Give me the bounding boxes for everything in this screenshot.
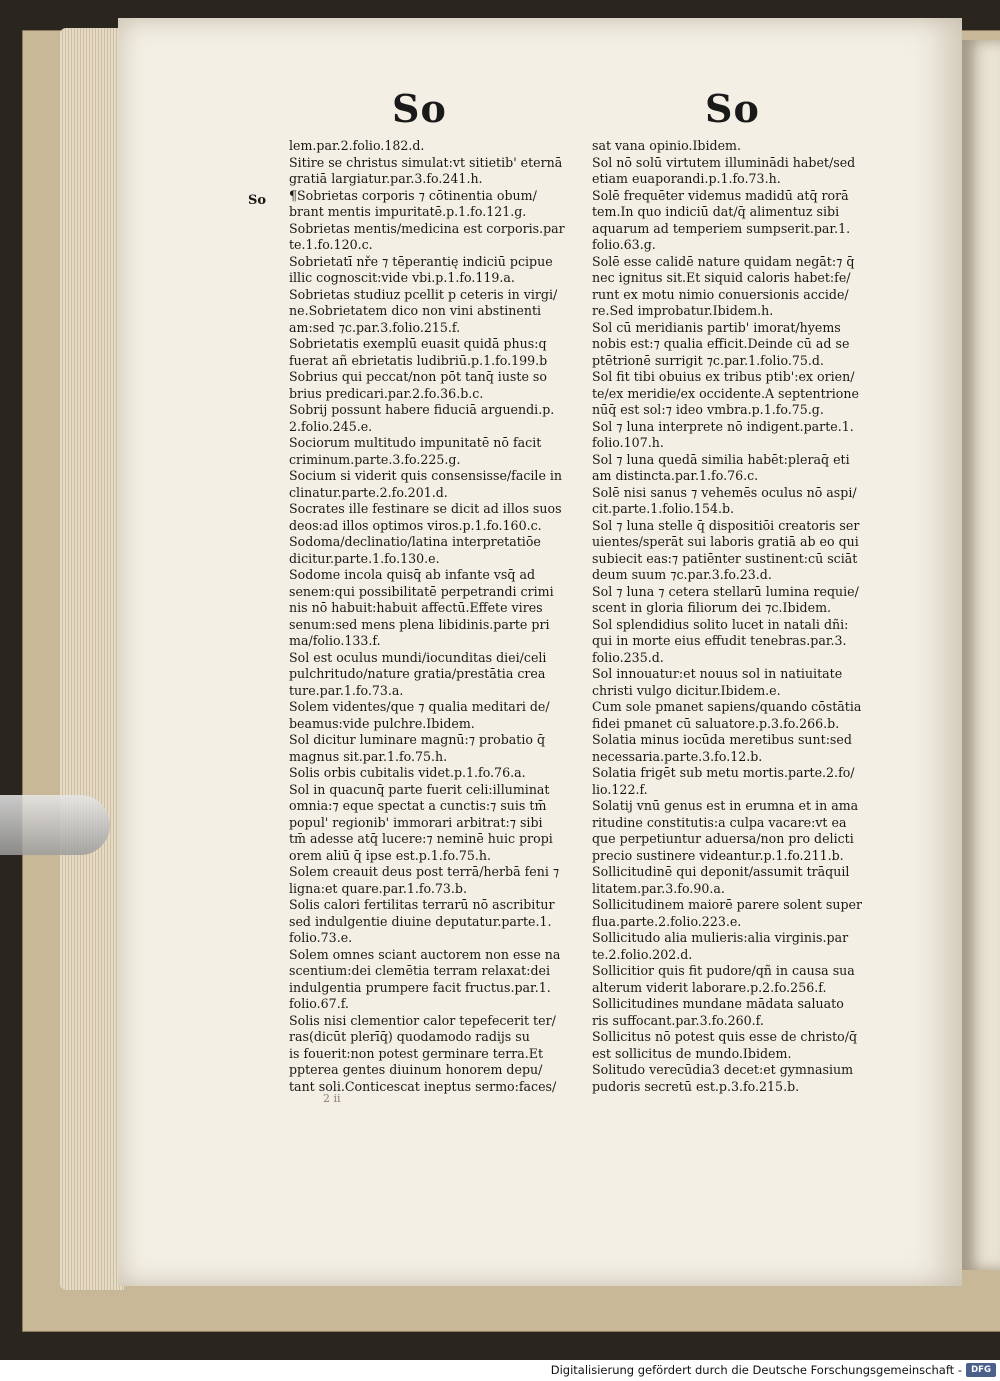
text-line: tm̄ adesse atq̄ lucere:⁊ neminē huic propi [289,831,553,846]
scan-clamp [0,795,110,855]
text-line: Solitudo verecūdia3 decet:et gymnasium [592,1062,854,1077]
text-line: Solē nisi sanus ⁊ vehemēs oculus nō aspi/ [592,484,857,500]
text-line: illic cognoscit:vide vbi.p.1.fo.119.a. [289,270,515,285]
text-line: am distincta.par.1.fo.76.c. [592,468,759,483]
text-line: Sol cū meridianis partib' imorat/hyems [592,319,841,335]
text-line: Solem omnes sciant auctorem non esse na [289,946,561,962]
right-column [592,138,862,1095]
text-line: folio.67.f. [289,996,349,1011]
text-line: Solis nisi clementior calor tepefecerit ter/ [289,1012,556,1028]
text-line: Sol splendidius solito lucet in natali dñi: [592,616,849,632]
text-line: est sollicitus de mundo.Ibidem. [592,1045,792,1061]
text-line: Solis orbis cubitalis videt.p.1.fo.76.a. [289,765,526,780]
text-line: nobis est:⁊ qualia efficit.Deinde cū ad se [592,336,850,351]
text-line: ritudine constitutis:a culpa vacare:vt ea [592,814,847,830]
text-line: senem:qui possibilitatē perpetrandi crimi [289,583,554,599]
text-line: Sollicitior quis fit pudore/qñ in causa sua [592,963,855,978]
text-line: Solem creauit deus post terrā/herbā feni ⁊ [289,864,560,879]
text-line: re.Sed improbatur.Ibidem.h. [592,303,774,318]
text-line: Solē esse calidē nature quidam negāt:⁊ q̄ [592,253,855,269]
text-line: pulchritudo/nature gratia/prestātia crea [289,666,546,681]
text-line: Solatij vnū genus est in erumna et in ama [592,798,859,813]
text-line: te.2.folio.202.d. [592,946,693,962]
text-line: omnia:⁊ eque spectat a cunctis:⁊ suis tm̄ [289,798,547,813]
text-line: deum suum ⁊c.par.3.fo.23.d. [592,567,772,582]
signature-mark: 2 ii [323,1092,341,1105]
text-line: tem.In quo indiciū dat/q̄ alimentuz sibi [592,204,840,219]
text-line: Sobrius qui peccat/non pōt tanq̄ iuste so [289,369,547,384]
text-line: ma/folio.133.f. [289,633,381,648]
left-column [289,138,565,1095]
text-line: Sobrietatī nře ⁊ tēperantię indiciū pcipue [289,253,553,269]
text-line: ne.Sobrietatem dico non vini abstinenti [289,303,542,318]
text-line: ¶Sobrietas corporis ⁊ cōtinentia obum/ [289,187,537,203]
facing-page-edge [962,40,1000,1270]
text-line: brant mentis impuritatē.p.1.fo.121.g. [289,204,527,219]
text-line: gratiā largiatur.par.3.fo.241.h. [289,171,483,186]
text-line: nis nō habuit:habuit affectū.Effete vires [289,600,543,615]
text-line: alterum viderit laborare.p.2.fo.256.f. [592,979,827,995]
text-line: Solatia minus iocūda meretibus sunt:sed [592,732,852,747]
header-right: So [705,86,760,131]
text-line: pudoris secretū est.p.3.fo.215.b. [592,1078,800,1094]
text-line: Sobrij possunt habere fiduciā arguendi.p. [289,402,555,417]
text-line: folio.63.g. [592,237,656,252]
page-edges [60,28,124,1290]
text-line: necessaria.parte.3.fo.12.b. [592,748,763,764]
text-line: litatem.par.3.fo.90.a. [592,880,725,896]
text-line: clinatur.parte.2.fo.201.d. [289,484,448,500]
text-line: dicitur.parte.1.fo.130.e. [289,550,440,566]
text-line: folio.235.d. [592,649,664,665]
text-line: ras(dicūt plerīq̄) quodamodo radijs su [289,1029,530,1044]
text-line: Sobrietas mentis/medicina est corporis.par [289,220,565,236]
text-line: precio sustinere videantur.p.1.fo.211.b. [592,847,844,863]
header-left: So [392,86,447,131]
text-line: fuerat añ ebrietatis ludibriū.p.1.fo.199.b [289,352,548,368]
text-line: cit.parte.1.folio.154.b. [592,501,735,516]
text-line: Sodoma/declinatio/latina interpretatiōe [289,534,541,549]
text-line: senum:sed mens plena libidinis.parte pri [289,616,550,632]
text-line: lio.122.f. [592,781,648,797]
text-line: Solem videntes/que ⁊ qualia meditari de/ [289,699,550,714]
text-line: Sollicitus nō potest quis esse de christo/q̄ [592,1029,858,1044]
text-line: Sol ⁊ luna ⁊ cetera stellarū lumina requie/ [592,583,859,599]
text-line: ppterea gentes diuinum honorem depu/ [289,1062,543,1077]
text-line: Sol innouatur:et nouus sol in natiuitate [592,666,843,681]
text-line: Sol ⁊ luna stelle q̄ dispositiōi creatoris ser [592,517,860,533]
text-line: folio.73.e. [289,930,353,945]
text-line: aquarum ad temperiem sumpserit.par.1. [592,220,851,236]
text-line: Sollicitudines mundane mādata saluato [592,996,844,1011]
text-line: que perpetiuntur aduersa/non pro delicti [592,831,854,846]
text-line: scent in gloria filiorum dei ⁊c.Ibidem. [592,600,832,615]
text-line: ture.par.1.fo.73.a. [289,682,404,698]
text-line: etiam euaporandi.p.1.fo.73.h. [592,171,781,186]
text-line: ris suffocant.par.3.fo.260.f. [592,1012,764,1028]
text-line: popul' regionib' immorari arbitrat:⁊ sibi [289,814,543,830]
footer-bar [0,1360,1000,1381]
text-line: nec ignitus sit.Et siquid caloris habet:fe/ [592,270,851,285]
text-line: Solē frequēter videmus madidū atq̄ rorā [592,187,849,203]
text-line: lem.par.2.folio.182.d. [289,138,425,153]
text-line: Sol nō solū virtutem illuminādi habet/sed [592,154,856,170]
dfg-logo: DFG [966,1363,996,1377]
text-line: criminum.parte.3.fo.225.g. [289,451,461,467]
text-line: sed indulgentie diuine deputatur.parte.1. [289,913,552,929]
footer-text: Digitalisierung gefördert durch die Deutsche Forschungsgemeinschaft - [550,1363,962,1377]
text-line: Cum sole pmanet sapiens/quando cōstātia [592,699,862,714]
text-line: Sol dicitur luminare magnū:⁊ probatio q̄ [289,732,546,747]
text-line: Sol fit tibi obuius ex tribus ptib':ex orien/ [592,369,855,384]
text-line: Sobrietatis exemplū euasit quidā phus:q [289,336,547,351]
text-line: 2.folio.245.e. [289,418,373,434]
text-line: Sollicitudinē qui deponit/assumit trāquil [592,864,850,879]
text-line: is fouerit:non potest germinare terra.Et [289,1045,544,1061]
text-line: scentium:dei clemētia terram relaxat:dei [289,963,551,978]
text-line: Socrates ille festinare se dicit ad illos suos [289,501,562,516]
text-line: Sol in quacunq̄ parte fuerit celi:illuminat [289,781,550,797]
text-line: Sollicitudo alia mulieris:alia virginis.par [592,930,849,945]
text-line: Sobrietas studiuz pcellit p ceteris in virgi/ [289,286,558,302]
text-line: qui in morte eius effudit tenebras.par.3. [592,633,847,648]
text-line: christi vulgo dicitur.Ibidem.e. [592,682,781,698]
text-line: orem aliū q̄ ipse est.p.1.fo.75.h. [289,847,491,863]
text-line: Socium si viderit quis consensisse/facile in [289,468,563,483]
text-line: Sollicitudinem maiorē parere solent super [592,897,863,912]
margin-note: So [248,193,267,208]
text-line: uientes/sperāt sui laboris gratiā ab eo qui [592,534,859,549]
text-line: ligna:et quare.par.1.fo.73.b. [289,880,467,896]
text-line: Sol ⁊ luna interprete nō indigent.parte.1. [592,418,854,434]
text-line: te.1.fo.120.c. [289,237,373,252]
text-line: runt ex motu nimio conuersionis accide/ [592,286,849,302]
text-line: Solis calori fertilitas terrarū nō ascribitur [289,897,555,912]
text-line: magnus sit.par.1.fo.75.h. [289,748,448,764]
text-line: flua.parte.2.folio.223.e. [592,913,742,929]
text-line: Sodome incola quisq̄ ab infante vsq̄ ad [289,567,536,582]
text-line: Sol ⁊ luna quedā similia habēt:pleraq̄ eti [592,451,850,467]
text-line: te/ex meridie/ex occidente.A septentrione [592,385,859,401]
text-line: Sitire se christus simulat:vt sitietib' eternā [289,154,563,170]
text-line: beamus:vide pulchre.Ibidem. [289,715,475,731]
text-line: Sociorum multitudo impunitatē nō facit [289,435,542,450]
text-line: tant soli.Conticescat ineptus sermo:faces/ [289,1078,557,1094]
text-line: ptētrionē surrigit ⁊c.par.1.folio.75.d. [592,352,824,368]
text-line: deos:ad illos optimos viros.p.1.fo.160.c. [289,517,542,533]
text-line: subiecit eas:⁊ patiēnter sustinent:cū sciāt [592,550,858,566]
text-line: sat vana opinio.Ibidem. [592,138,741,153]
text-line: am:sed ⁊c.par.3.folio.215.f. [289,319,461,335]
text-line: Sol est oculus mundi/iocunditas diei/celi [289,649,547,665]
text-line: nūq̄ est sol:⁊ ideo vmbra.p.1.fo.75.g. [592,402,824,417]
text-line: brius predicari.par.2.fo.36.b.c. [289,385,484,401]
text-line: fidei pmanet cū saluatore.p.3.fo.266.b. [592,715,840,731]
text-line: folio.107.h. [592,435,664,450]
text-line: Solatia frigēt sub metu mortis.parte.2.fo/ [592,765,855,780]
text-line: indulgentia prumpere facit fructus.par.1. [289,979,551,995]
